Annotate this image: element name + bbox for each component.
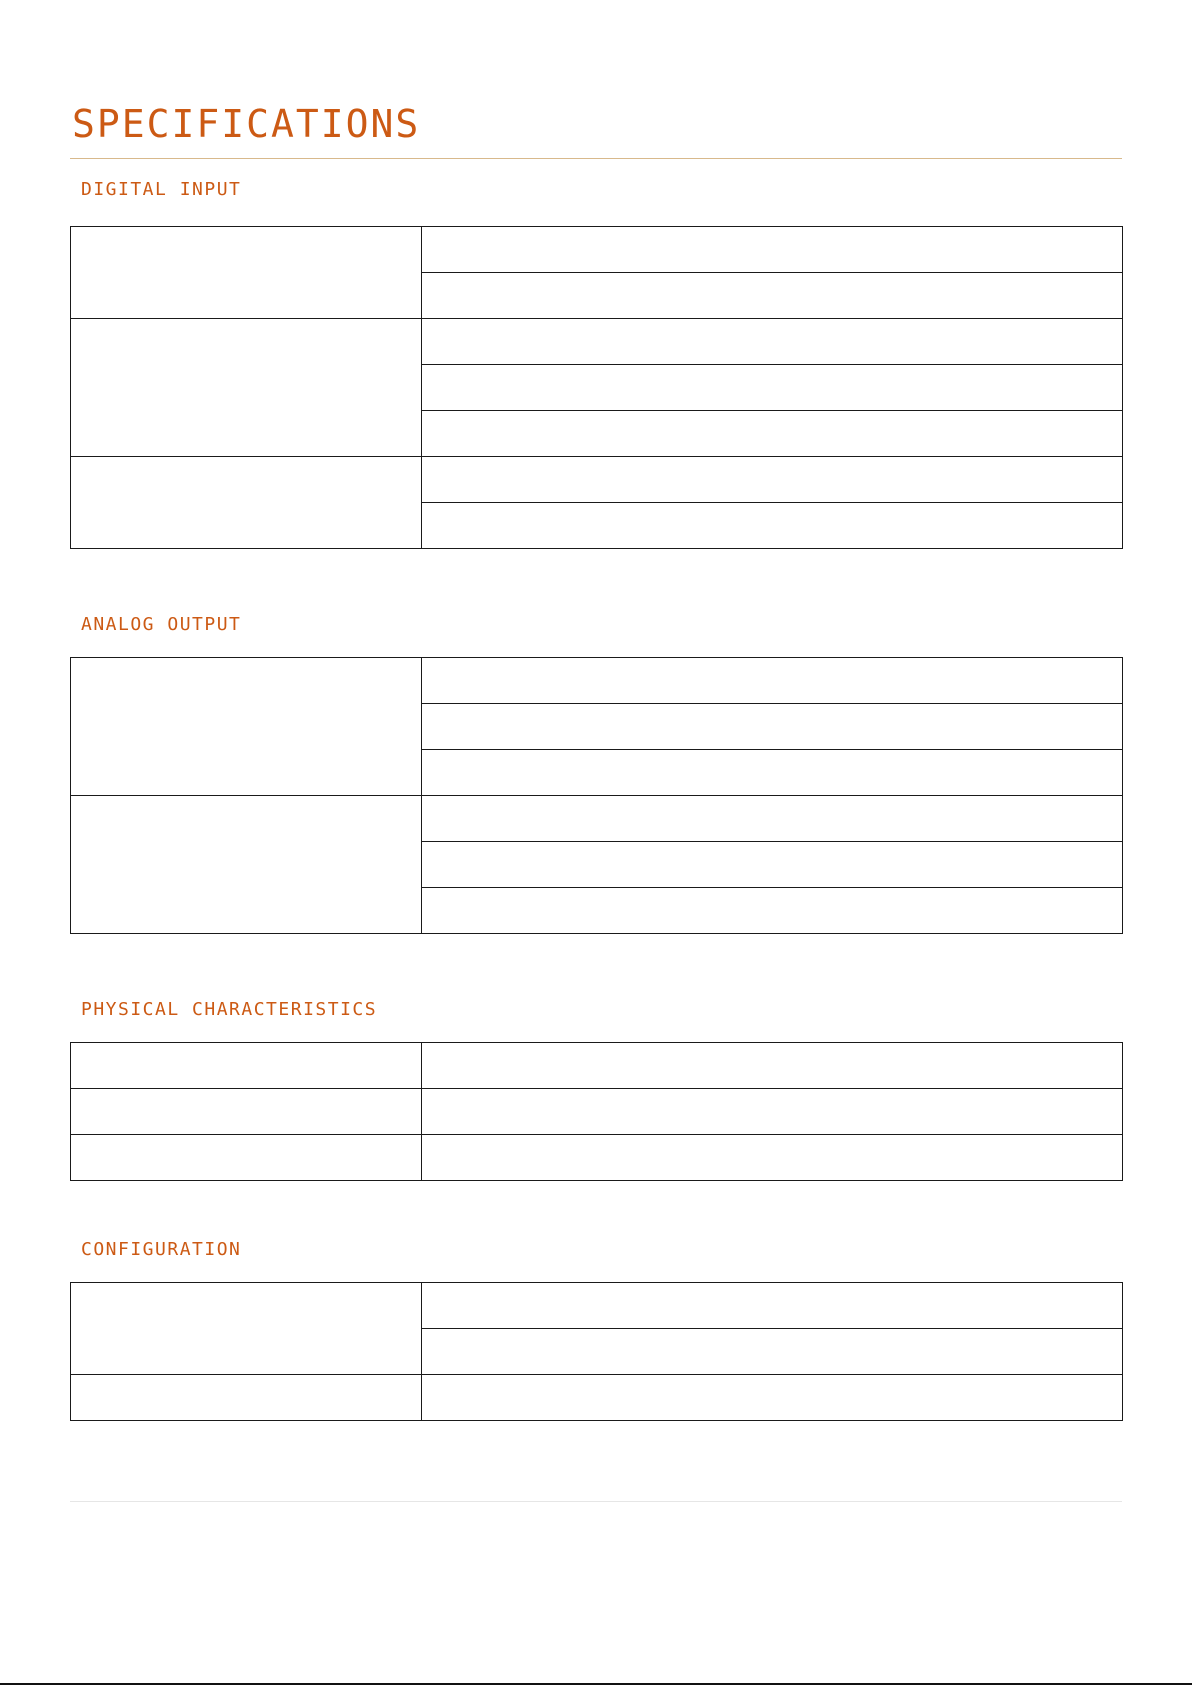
table-row [71, 796, 1123, 842]
spec-value-cell [422, 888, 1123, 934]
spec-label-cell [71, 658, 422, 796]
spec-label-cell [71, 1375, 422, 1421]
spec-label-cell [71, 1043, 422, 1089]
spec-table-configuration [70, 1282, 1123, 1421]
table-row [71, 1089, 1123, 1135]
spec-label-cell [71, 796, 422, 934]
section-heading-configuration: CONFIGURATION [81, 1239, 242, 1260]
section-heading-analog-output: ANALOG OUTPUT [81, 614, 242, 635]
spec-value-cell [422, 457, 1123, 503]
spec-value-cell [422, 704, 1123, 750]
spec-table-physical-characteristics [70, 1042, 1123, 1181]
spec-table-digital-input [70, 226, 1123, 549]
spec-value-cell [422, 411, 1123, 457]
spec-label-cell [71, 1283, 422, 1375]
spec-value-cell [422, 503, 1123, 549]
section-heading-digital-input: DIGITAL INPUT [81, 179, 242, 200]
table-row [71, 658, 1123, 704]
spec-value-cell [422, 1135, 1123, 1181]
spec-value-cell [422, 227, 1123, 273]
table-row [71, 1375, 1123, 1421]
spec-table-analog-output [70, 657, 1123, 934]
table-row [71, 1043, 1123, 1089]
table-row [71, 227, 1123, 273]
spec-value-cell [422, 750, 1123, 796]
spec-value-cell [422, 273, 1123, 319]
spec-value-cell [422, 842, 1123, 888]
title-divider [70, 158, 1122, 159]
table-row [71, 457, 1123, 503]
spec-value-cell [422, 319, 1123, 365]
spec-value-cell [422, 1375, 1123, 1421]
spec-label-cell [71, 1135, 422, 1181]
spec-label-cell [71, 227, 422, 319]
table-row [71, 1135, 1123, 1181]
table-row [71, 319, 1123, 365]
spec-value-cell [422, 1283, 1123, 1329]
spec-value-cell [422, 1329, 1123, 1375]
spec-value-cell [422, 796, 1123, 842]
spec-label-cell [71, 1089, 422, 1135]
spec-label-cell [71, 319, 422, 457]
section-heading-physical-characteristics: PHYSICAL CHARACTERISTICS [81, 999, 378, 1020]
spec-value-cell [422, 1089, 1123, 1135]
footer-divider [70, 1501, 1122, 1502]
spec-value-cell [422, 658, 1123, 704]
spec-label-cell [71, 457, 422, 549]
spec-value-cell [422, 365, 1123, 411]
table-row [71, 1283, 1123, 1329]
page-title: SPECIFICATIONS [72, 102, 421, 146]
spec-value-cell [422, 1043, 1123, 1089]
